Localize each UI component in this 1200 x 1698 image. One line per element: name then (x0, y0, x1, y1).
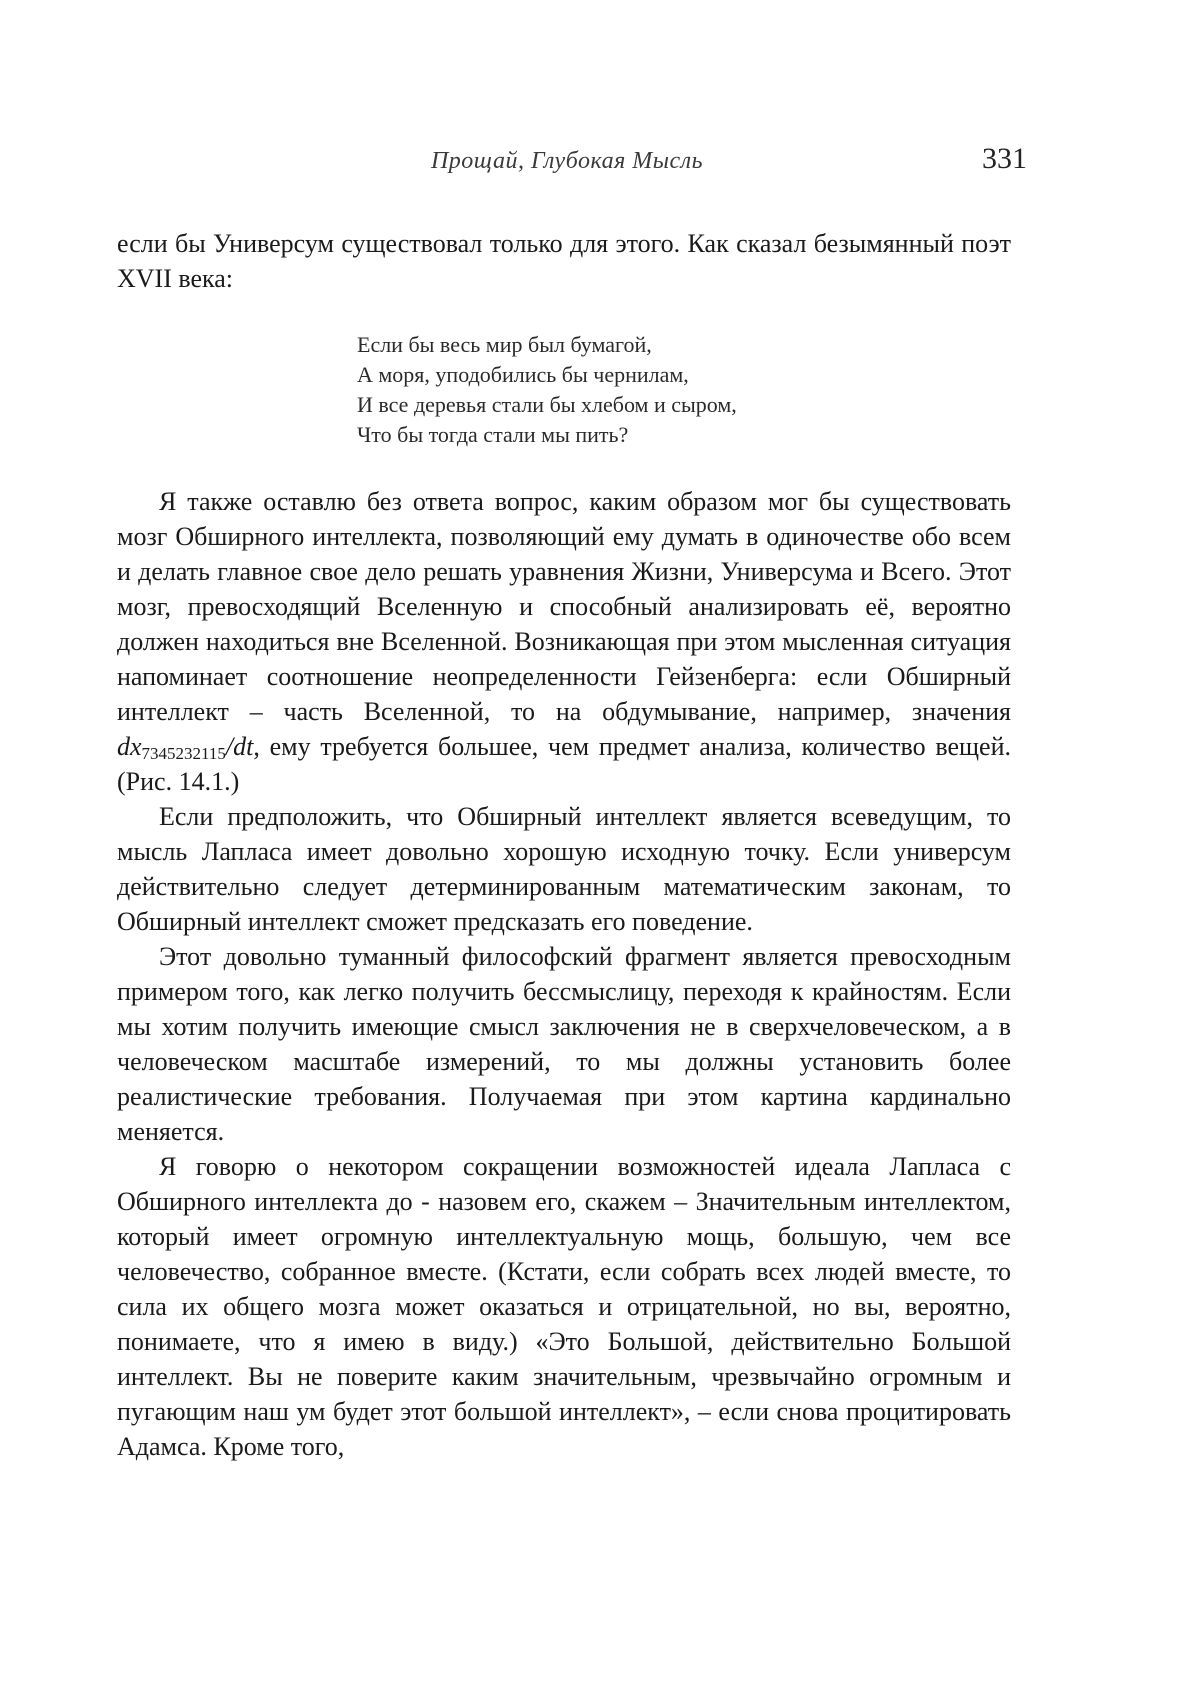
paragraph-text: Я также оставлю без ответа вопрос, каким образом мог бы существовать мозг Обширного интеллекта, позволяющий ему думать в одиночестве обо всем и делать главное свое дело решать уравнения Жизни, Универсума и Всего. Этот мозг, превосходящий Вселенную и способный анализировать её, вероятно должен находиться вне Вселенной. Возникающая при этом мысленная ситуация напоминает соотношение неопределенности Гейзенберга: если Обширный интеллект – часть Вселенной, то на обдумывание, например, значения (117, 487, 1011, 726)
page-number: 331 (982, 142, 1027, 175)
poem-line: Что бы тогда стали мы пить? (357, 422, 629, 447)
running-title: Прощай, Глубокая Мысль (430, 148, 704, 174)
math-tail: /dt (225, 732, 254, 761)
paragraph-extremes: Этот довольно туманный философский фрагмент является превосходным примером того, как легко получить бессмыслицу, переходя к крайностям. Если мы хотим получить имеющие смысл заключения не в сверхчеловеческом, а в человеческом масштабе измерений, то мы должны установить более реалистические требования. Получаемая при этом картина кардинально меняется. (117, 942, 1011, 1146)
main-text (117, 226, 1011, 1464)
math-expression (117, 732, 253, 761)
poem-line: Если бы весь мир был бумагой, (357, 332, 652, 357)
running-head (117, 142, 1027, 188)
paragraph-laplace: Если предположить, что Обширный интеллект является всеведущим, то мысль Лапласа имеет довольно хорошую исходную точку. Если универсум действительно следует детерминированным математическим законам, то Обширный интеллект сможет предсказать его поведение. (117, 802, 1011, 936)
paragraph-great-intellect: Я говорю о некотором сокращении возможностей идеала Лапласа с Обширного интеллекта до - назовем его, скажем – Значительным интеллектом, который имеет огромную интеллектуальную мощь, большую, чем все человечество, собранное вместе. (Кстати, если собрать всех людей вместе, то сила их общего мозга может оказаться и отрицательной, но вы, вероятно, понимаете, что я имею в виду.) «Это Большой, действительно Большой интеллект. Вы не поверите каким значительным, чрезвычайно огромным и пугающим наш ум будет этот большой интеллект», – если снова процитировать Адамса. Кроме того, (117, 1152, 1011, 1461)
math-subscript: 7345232115 (141, 744, 226, 763)
poem-line: А моря, уподобились бы чернилам, (357, 362, 689, 387)
poem-line: И все деревья стали бы хлебом и сыром, (357, 392, 737, 417)
paragraph-intro: если бы Универсум существовал только для этого. Как сказал безымянный поэт XVII века: (117, 229, 1011, 293)
paragraph-text: , ему требуется большее, чем предмет анализа, количество вещей. (Рис. 14.1.) (117, 732, 1011, 796)
poem-quote (357, 330, 1011, 450)
paragraph-vast-intellect (117, 484, 1011, 799)
math-base: dx (117, 732, 142, 761)
